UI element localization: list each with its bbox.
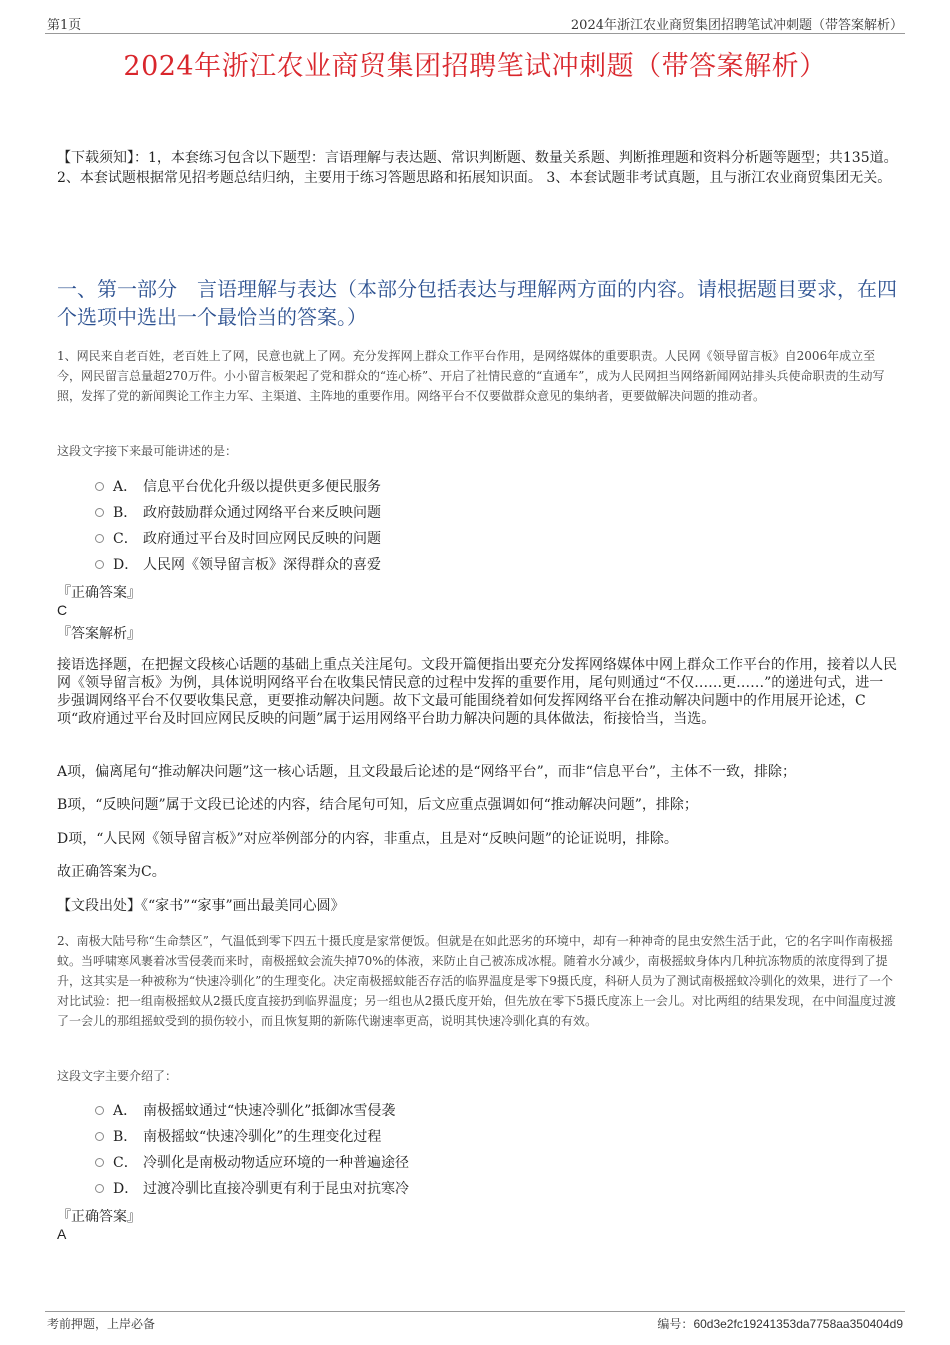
q1-source: 【文段出处】《“家书”“家事”画出最美同心圆》	[57, 898, 345, 914]
q2-option-b[interactable]	[95, 1125, 381, 1147]
option-text: 过渡冷驯比直接冷驯更有利于昆虫对抗寒冷	[143, 1181, 409, 1197]
q2-passage: 2、南极大陆号称“生命禁区”，气温低到零下四五十摄氏度是家常便饭。但就是在如此恶劣的环境中，却有一种神奇的昆虫安然生活于此，它的名字叫作南极摇蚊。当呼啸寒风裹着冰雪侵袭而来时，南极摇蚊会流失掉70%的体液，来防止自己被冻成冰棍。随着水分减少，南极摇蚊身体内几种抗冻物质的浓度得到了提升，这其实是一种被称为“快速冷驯化”的生理变化。决定南极摇蚊能否存活的临界温度是零下9摄氏度，科研人员为了测试南极摇蚊冷驯化的效果，进行了一个对比试验：把一组南极摇蚊从2摄氏度直接扔到临界温度；另一组也从2摄氏度开始，但先放在零下5摄氏度冻上一会儿。对比两组的结果发现，在中间温度过渡了一会儿的那组摇蚊受到的损伤较小，而且恢复期的新陈代谢速率更高，说明其快速冷驯化真的有效。	[57, 934, 896, 1028]
page-title: 2024年浙江农业商贸集团招聘笔试冲刺题（带答案解析）	[123, 51, 827, 82]
q1-analysis: 接语选择题，在把握文段核心话题的基础上重点关注尾句。文段开篇便指出要充分发挥网络媒体中网上群众工作平台的作用，接着以人民网《领导留言板》为例，具体说明网络平台在收集民情民意的过程中发挥的重要作用，尾句则通过“不仅……更……”的递进句式，进一步强调网络平台不仅要收集民意，更要推动解决问题。故下文最可能围绕着如何发挥网络平台在推动解决问题中的作用展开论述，C项“政府通过平台及时回应网民反映的问题”属于运用网络平台助力解决问题的具体做法，衔接恰当，当选。	[57, 657, 897, 727]
radio-icon[interactable]	[95, 1184, 104, 1193]
radio-icon[interactable]	[95, 1106, 104, 1115]
radio-icon[interactable]	[95, 1132, 104, 1141]
radio-icon[interactable]	[95, 534, 104, 543]
option-letter: B．	[113, 505, 138, 521]
option-text: 南极摇蚊“快速冷驯化”的生理变化过程	[143, 1129, 382, 1145]
footer-code-label: 编号：	[657, 1317, 694, 1331]
option-text: 政府通过平台及时回应网民反映的问题	[143, 531, 381, 547]
footer-code-value: 60d3e2fc19241353da7758aa350404d9	[693, 1317, 903, 1331]
q1-option-b[interactable]	[95, 501, 381, 523]
option-text: 南极摇蚊通过“快速冷驯化”抵御冰雪侵袭	[143, 1103, 396, 1119]
option-letter: B．	[113, 1129, 138, 1145]
q1-analysis-label: 『答案解析』	[57, 626, 141, 642]
section-title: 一、第一部分 言语理解与表达（本部分包括表达与理解两方面的内容。请根据题目要求，在四个选项中选出一个最恰当的答案。）	[57, 277, 897, 329]
download-notice: 【下载须知】：1，本套练习包含以下题型：言语理解与表达题、常识判断题、数量关系题、判断推理题和资料分析题等题型；共135道。 2、本套试题根据常见招考题总结归纳，主要用于练习答题思路和拓展知识面。 3、本套试题非考试真题，且与浙江农业商贸集团无关。	[57, 150, 898, 186]
footer-slogan: 考前押题，上岸必备	[47, 1317, 156, 1331]
option-letter: C．	[113, 1155, 138, 1171]
radio-icon[interactable]	[95, 482, 104, 491]
option-text: 政府鼓励群众通过网络平台来反映问题	[143, 505, 381, 521]
q2-option-a[interactable]	[95, 1099, 395, 1121]
option-text: 冷驯化是南极动物适应环境的一种普遍途径	[143, 1155, 409, 1171]
option-letter: D．	[113, 557, 139, 573]
q1-answer-label: 『正确答案』	[57, 585, 141, 601]
q1-note-a: A项，偏离尾句“推动解决问题”这一核心话题，且文段最后论述的是“网络平台”，而非“信息平台”，主体不一致，排除；	[57, 764, 797, 780]
q2-option-c[interactable]	[95, 1151, 409, 1173]
q1-note-d: D项，“人民网《领导留言板》”对应举例部分的内容，非重点，且是对“反映问题”的论证说明，排除。	[57, 831, 678, 847]
q2-question: 这段文字主要介绍了：	[57, 1069, 178, 1083]
header-doc-title: 2024年浙江农业商贸集团招聘笔试冲刺题（带答案解析）	[570, 18, 903, 33]
q1-conclusion: 故正确答案为C。	[57, 864, 166, 880]
option-text: 信息平台优化升级以提供更多便民服务	[143, 479, 381, 495]
header-divider	[45, 33, 905, 34]
q2-answer-label: 『正确答案』	[57, 1209, 141, 1225]
radio-icon[interactable]	[95, 1158, 104, 1167]
q2-answer: A	[57, 1226, 67, 1242]
footer-code	[657, 1315, 903, 1332]
q1-option-a[interactable]	[95, 475, 381, 497]
q1-option-d[interactable]	[95, 553, 381, 575]
q1-passage: 1、网民来自老百姓，老百姓上了网，民意也就上了网。充分发挥网上群众工作平台作用，是网络媒体的重要职责。人民网《领导留言板》自2006年成立至今，网民留言总量超270万件。小小留言板架起了党和群众的“连心桥”、开启了社情民意的“直通车”，成为人民网担当网络新闻网站排头兵使命职责的生动写照，发挥了党的新闻舆论工作主力军、主渠道、主阵地的重要作用。网络平台不仅要做群众意见的集纳者，更要做解决问题的推动者。	[57, 349, 885, 403]
footer-divider	[45, 1311, 905, 1312]
option-text: 人民网《领导留言板》深得群众的喜爱	[143, 557, 381, 573]
page-number: 第1页	[47, 18, 82, 33]
radio-icon[interactable]	[95, 560, 104, 569]
option-letter: A．	[113, 1103, 138, 1119]
q1-answer: C	[57, 602, 68, 618]
option-letter: C．	[113, 531, 138, 547]
q1-note-b: B项，“反映问题”属于文段已论述的内容，结合尾句可知，后文应重点强调如何“推动解决问题”，排除；	[57, 797, 698, 813]
option-letter: D．	[113, 1181, 139, 1197]
option-letter: A．	[113, 479, 138, 495]
q1-question: 这段文字接下来最可能讲述的是：	[57, 444, 238, 458]
q2-option-d[interactable]	[95, 1177, 409, 1199]
radio-icon[interactable]	[95, 508, 104, 517]
q1-option-c[interactable]	[95, 527, 381, 549]
